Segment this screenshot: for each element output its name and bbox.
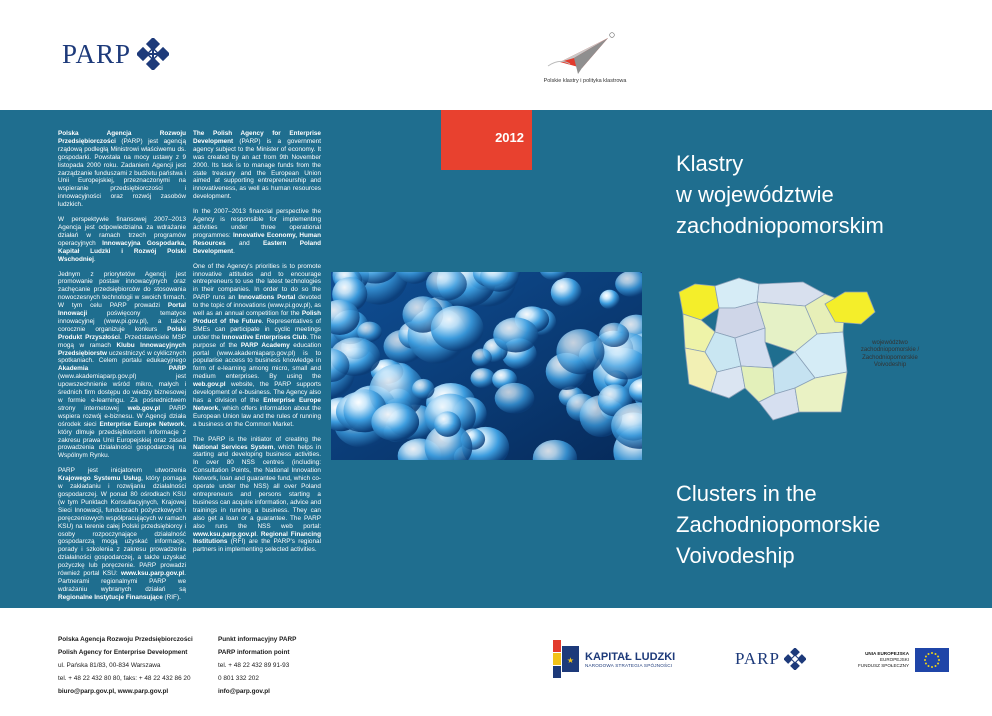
pl-p3-b4: Akademia PARP	[58, 365, 186, 373]
map-label: województwo zachodniopomorskie / Zachodniopomorskie Voivodeship	[860, 340, 920, 368]
eu-star	[935, 665, 937, 667]
pl-p4-d: (RIF).	[162, 593, 181, 601]
polish-text-column	[58, 130, 186, 609]
year-label: 2012	[495, 130, 524, 145]
parp-logo-text: PARP	[62, 38, 132, 69]
marble	[495, 383, 535, 414]
en-p4-b: , which helps in starting and developing business activities. In over 80 NSS centres (including: Consultation Points, the National Innovation Network, loan and guarantee fund, which co-operate under the NSS) all over Poland entrepreneurs and persons starting a business can acquire information, advice and trainings in running a business. They can also get a loan or a guarantee. The PARP also runs the NSS web portal:	[193, 443, 321, 530]
en-p2-b: and	[225, 239, 263, 247]
pl-p3-b: poświęcony tematyce innowacyjnej (www.pi.gov.pl), a także corocznie organizuje konkurs	[58, 310, 186, 333]
eu-line-3: FUNDUSZ SPOŁECZNY	[858, 663, 910, 668]
kapital-ludzki-title: KAPITAŁ LUDZKI	[585, 650, 676, 663]
pl-paragraph-2	[58, 216, 186, 263]
parp-emblem-icon	[137, 38, 169, 70]
year-badge	[441, 110, 532, 170]
info-point-name-pl: Punkt informacyjny PARP	[218, 636, 297, 643]
en-p2-bold: Innovative Economy, Human Resources	[193, 231, 321, 247]
eu-star	[937, 656, 939, 658]
en-p3-d: . The purpose of the	[193, 333, 321, 349]
en-paragraph-1	[193, 130, 321, 201]
en-p4-b1: National Services System	[193, 443, 274, 451]
pl-p3-g: , który dlmuje przedsiębiorcom informacje z zakresu prawa Unii Europejskiej oraz zasad prowadzenia działalności gospodarczej na Wspólnym Rynku.	[58, 420, 186, 460]
marble	[599, 323, 629, 347]
marble	[599, 290, 619, 309]
pl-p1-text: (PARP) jest agencją rządową podległą Ministrowi właściwemu ds. gospodarki. Powstała na mocy ustawy z 9 listopada 2000 roku. Zadaniem Agencji jest zarządzanie funduszami z budżetu państwa i Unii Europejskiej, przeznaczonymi na wspieranie przedsiębiorczości i innowacyjności oraz rozwój zasobów ludzkich.	[58, 137, 186, 209]
poland-voivodeship-map	[675, 272, 965, 444]
en-p4-a: The PARP is the initiator of creating the	[193, 435, 321, 443]
marble	[551, 278, 582, 307]
english-text-column	[193, 130, 321, 561]
footer-address: ul. Pańska 81/83, 00-834 Warszawa	[58, 662, 161, 669]
pl-p3-b3: Klubu Innowacyjnych Przedsiębiorstw	[58, 341, 186, 357]
en-p1-text: (PARP) is a government agency subject to the Minister of economy. It was created by an act from 9th November 2000. Its task is to manage funds from the state treasury and the European Union aimed at supporting entrepreneurship and innovativeness, as well as human resources development.	[193, 137, 321, 201]
marble	[556, 329, 604, 374]
pl-p1-bold: Polska Agencja Rozwoju Przedsiębiorczości	[58, 130, 186, 145]
clusters-logo-caption: Polskie klastry i polityka klastrowa	[543, 78, 627, 84]
pl-p3-a: Jednym z priorytetów Agencji jest promowanie postaw innowacyjnych oraz zachęcanie przedsiębiorców do stosowania nowoczesnych technologii w swoich firmach. W tym celu PARP prowadzi	[58, 270, 186, 310]
kapital-ludzki-subtitle: NARODOWA STRATEGIA SPÓJNOŚCI	[585, 662, 673, 668]
eu-funding-block	[858, 648, 949, 672]
title-polish: Klastry w województwie zachodniopomorskim	[676, 151, 884, 238]
pl-p3-c: . Przedstawiciele MSP mogą w ramach	[58, 333, 186, 349]
pl-p2-text-b: .	[93, 255, 96, 263]
pl-paragraph-3	[58, 271, 186, 461]
eu-text	[858, 651, 909, 669]
eu-star	[938, 659, 940, 661]
en-p3-a: One of the Agency's priorities is to promote innovative attitudes and to encourage entrepreneurs to use the latest technologies in their companies. In order to do so the PARP runs an	[193, 262, 321, 302]
pl-p4-a: PARP jest inicjatorem utworzenia	[58, 467, 186, 475]
pl-p3-b6: Enterprise Europe Network	[99, 420, 185, 428]
en-p3-b4: PARP Academy	[240, 341, 290, 349]
pl-p4-b: , który pomaga w zakładaniu i rozwijaniu działalności gospodarczej. W ponad 80 ośrodkach KSU (w tym Punktach Konsultacyjnych, Krajowej Sieci Innowacji, funduszach pożyczkowych i poręczeniowych współpracujących w ramach KSU) na terenie całej Polski przedsiębiorcy i osoby rozpoczynające działalność gospodarczą mogą uzyskać informacje, porady i szkolenia z zakresu prowadzenia działalności gospodarczej, a także uzyskać pożyczkę lub poręczenie. PARP prowadzi również portal KSU:	[58, 475, 186, 578]
pl-p2-bold: Innowacyjna Gospodarka, Kapitał Ludzki i Rozwój Polski Wschodniej	[58, 239, 186, 263]
eu-star	[925, 656, 927, 658]
pl-p3-e: (www.akademiaparp.gov.pl) jest upowszechnienie wśród mikro, małych i średnich firm dostępu do wiedzy biznesowej w formie e-learningu. Za pośrednictwem strony internetowej	[58, 373, 186, 412]
pl-p3-b1: Portal Innowacji	[58, 302, 186, 318]
en-p2-bold2: Eastern Poland Development	[193, 239, 321, 255]
footer-email[interactable]: biuro@parp.gov.pl, www.parp.gov.pl	[58, 688, 169, 695]
kapital-ludzki-emblem-icon	[553, 640, 579, 678]
en-p1-bold: The Polish Agency for Enterprise Development	[193, 130, 321, 145]
en-p4-b3: Regional Financing Institutions	[193, 530, 321, 546]
info-point-email[interactable]: info@parp.gov.pl	[218, 688, 270, 695]
en-p4-b2: www.ksu.parp.gov.pl	[193, 530, 257, 538]
eu-line-1: UNIA EUROPEJSKA	[865, 651, 910, 656]
eu-star	[928, 665, 930, 667]
en-p3-b: devoted to the topic of innovations (www.pi.gov.pl), as well as an annual competition for the	[193, 294, 321, 318]
eu-star	[924, 659, 926, 661]
glass-marbles-image	[331, 272, 642, 460]
pl-p3-f: PARP wspiera rozwój e-biznesu. W Agencji działa ośrodek sieci	[58, 404, 186, 428]
en-p3-e: education portal (www.akademiaparp.gov.pl) is to popularise access to business knowledge in form of e-learning among micro, small and medium enterprises. By using the	[193, 341, 322, 381]
pl-p2-text-a: W perspektywie finansowej 2007–2013 Agencja jest odpowiedzialna za wdrażanie działań w ramach trzech programów operacyjnych	[58, 216, 186, 247]
parp-logo	[62, 38, 169, 70]
en-p4-d: (RFI) are the PARP's regional partners in implementing selected activities.	[193, 538, 321, 554]
marble	[371, 403, 419, 441]
pl-paragraph-4	[58, 467, 186, 601]
en-p2-a: In the 2007–2013 financial perspective the Agency is responsible for implementing activities under three operational programmes:	[193, 208, 321, 239]
pl-p4-b3: Regionalne Instytucje Finansujące	[58, 593, 163, 601]
title-english: Clusters in the Zachodniopomorskie Voivodeship	[676, 481, 881, 568]
pl-p3-b5: web.gov.pl	[127, 404, 161, 412]
marble	[493, 318, 538, 353]
en-paragraph-2	[193, 208, 321, 255]
en-paragraph-3	[193, 263, 321, 429]
info-point-phone: tel. + 48 22 432 89 91-93	[218, 662, 290, 669]
footer-phone: tel. + 48 22 432 80 80, faks: + 48 22 432 86 20	[58, 675, 191, 682]
pl-p3-b2: Polski Produkt Przyszłości	[58, 325, 186, 341]
parp-emblem-small-icon	[784, 648, 806, 670]
en-paragraph-4	[193, 436, 321, 555]
marble	[431, 306, 484, 352]
paper-plane-icon	[530, 28, 640, 78]
eu-star	[937, 663, 939, 665]
en-p3-f: website, the PARP supports development of e-business. The Agency also has a division of the	[193, 381, 321, 404]
clusters-policy-logo	[530, 28, 640, 98]
marble	[412, 379, 435, 399]
pl-p3-d: uczestniczyć w cyklicznych spotkaniach. Celem portalu edukacyjnego	[58, 349, 186, 365]
eu-star	[935, 653, 937, 655]
info-point-phone-2: 0 801 332 202	[218, 675, 259, 682]
pl-p4-b1: Krajowego Systemu Usług	[58, 475, 142, 483]
eu-flag-icon	[915, 648, 949, 672]
eu-line-2: EUROPEJSKI	[879, 657, 910, 662]
kapital-ludzki-logo	[553, 640, 675, 678]
footer-org-name-pl: Polska Agencja Rozwoju Przedsiębiorczości	[58, 636, 193, 643]
eu-star	[928, 653, 930, 655]
en-p3-c: . Representatives of SMEs can participate in cyclic meetings under the	[193, 317, 321, 341]
eu-star	[931, 666, 933, 668]
marble	[434, 411, 461, 436]
glass-marbles-photo	[331, 272, 642, 460]
info-point-name-en: PARP information point	[218, 649, 290, 656]
footer-org-name-en: Polish Agency for Enterprise Development	[58, 649, 188, 656]
footer-info-point	[218, 633, 296, 698]
parp-bottom-text: PARP	[735, 649, 780, 668]
eu-star	[931, 652, 933, 654]
pl-p4-c: . Partnerami regionalnymi PARP we wdrażaniu wybranych działań są	[58, 570, 186, 593]
parp-logo-bottom	[735, 648, 806, 670]
en-p3-b5: web.gov.pl	[193, 381, 226, 389]
en-p3-b2: Polish Product of the Future	[193, 310, 321, 325]
marble	[472, 349, 492, 367]
svg-text:★: ★	[566, 656, 575, 665]
en-p3-g: , which offers information about the European Union law and the rules of running a business on the Common Market.	[193, 404, 321, 428]
en-p3-b6: Enterprise Europe Network	[193, 397, 321, 412]
marble	[471, 368, 496, 388]
en-p3-b1: Innovations Portal	[238, 294, 296, 302]
en-p4-c: .	[256, 530, 261, 538]
eu-star	[925, 663, 927, 665]
en-p3-b3: Innovative Enterprises Club	[221, 333, 307, 341]
footer-contact-pl	[58, 633, 193, 698]
pl-p4-b2: www.ksu.parp.gov.pl	[121, 570, 185, 578]
en-p2-c: .	[233, 247, 235, 255]
pl-paragraph-1	[58, 130, 186, 209]
